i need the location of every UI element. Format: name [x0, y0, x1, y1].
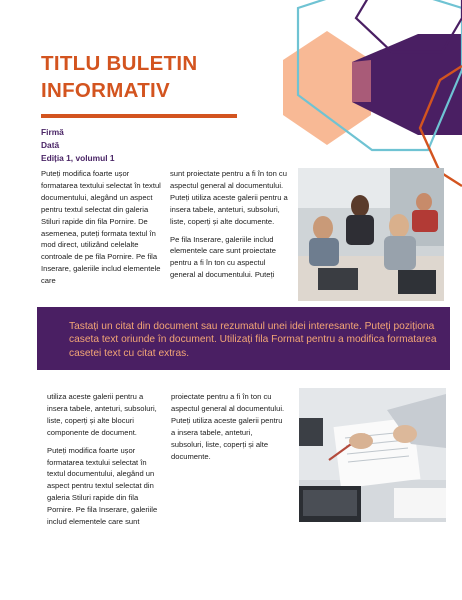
edition-label: Ediția 1, volumul 1 — [41, 152, 115, 163]
title-divider — [41, 114, 237, 118]
peach-overlap — [352, 60, 371, 102]
paragraph: utiliza aceste galerii pentru a insera tabele, anteturi, subsoluri, liste, coperți și alte blocuri componente de document. — [47, 392, 157, 437]
paragraph: Puteți modifica foarte ușor formatarea textului selectat în textul documentului, alegând un aspect pentru textul selectat din galeria Stiluri rapide din fila Pornire. De asemenea, puteți formata textul în mod direct, utilizând celelalte controale de pe fila Pornire. Pe fila Inserare, galeriile includ elementele care — [41, 169, 161, 286]
paragraph: proiectate pentru a fi în ton cu aspectul general al documentului. Puteți utiliza aceste galerii pentru a insera tabele, anteturi, subsoluri, liste, coperți și alte documente. — [171, 392, 285, 461]
title-line-1: TITLU BULETIN — [41, 52, 198, 75]
paragraph: Pe fila Inserare, galeriile includ elementele care sunt proiectate pentru a fi în ton cu aspectul general al documentului. Puteți — [170, 234, 276, 280]
company-label: Firmă — [41, 127, 64, 137]
newsletter-title — [41, 50, 261, 104]
article-column-4 — [171, 391, 286, 468]
desk-work-photo — [299, 388, 446, 522]
article-column-3 — [47, 391, 162, 534]
paragraph: Puteți modifica foarte ușor formatarea textului selectat în textul documentului, alegând un aspect pentru textul selectat din galeria Stiluri rapide din fila Pornire. Pe fila Inserare, galeriile includ elementele care sunt — [47, 445, 158, 527]
article-column-2 — [170, 168, 290, 287]
pull-quote-box — [37, 307, 450, 370]
newsletter-meta — [41, 126, 115, 164]
paragraph: sunt proiectate pentru a fi în ton cu aspectul general al documentului. Puteți utiliza aceste galerii pentru a insera tabele, anteturi, subsoluri, liste, coperți și alte documente. — [170, 169, 288, 226]
article-column-1 — [41, 168, 161, 293]
title-line-2: INFORMATIV — [41, 79, 171, 102]
team-meeting-photo — [298, 168, 444, 301]
pull-quote-text: Tastați un citat din document sau rezumatul unei idei interesante. Puteți poziționa caseta text oriunde în document. Utilizați fila Format pentru a modifica formatarea casetei text cu citat extras. — [69, 321, 437, 359]
date-label: Dată — [41, 139, 60, 150]
